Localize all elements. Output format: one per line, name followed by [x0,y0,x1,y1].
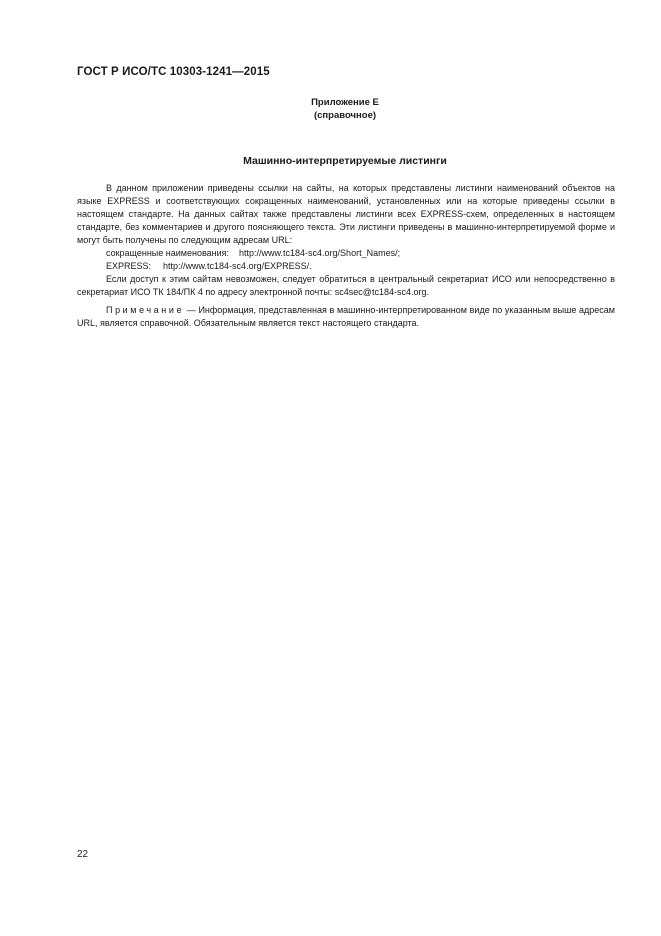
intro-paragraph: В данном приложении приведены ссылки на сайты, на которых представлены листинги наименований объектов на языке EXPRESS и соответствующих сокращенных наименований, установленных или на которые приведены ссылки в настоящем стандарте. На данных сайтах также представлены листинги всех EXPRESS-схем, определенных в настоящем стандарте, без комментариев и другого поясняющего текста. Эти листинги приведены в машинно-интерпретируемой форме и могут быть получены по следующим адресам URL: [77,183,615,245]
annex-type: (справочное) [313,110,377,121]
url-line-short-names [77,247,615,260]
section-title: Машинно-интерпретируемые листинги [243,155,447,167]
url-label: сокращенные наименования: [106,248,230,258]
annex-heading [250,96,440,122]
note-text: — Информация, представленная в машинно-интерпретированном виде по указанным выше адресам URL, является справочной. Обязательным является текст настоящего стандарта. [77,305,615,328]
standard-code-header: ГОСТ Р ИСО/ТС 10303-1241—2015 [77,66,270,78]
body-text [77,182,615,330]
note-paragraph [77,304,615,330]
url-line-express [77,260,615,273]
short-names-link[interactable]: http://www.tc184-sc4.org/Short_Names/; [239,248,401,258]
note-label: Примечание [106,305,185,315]
contact-paragraph: Если доступ к этим сайтам невозможен, следует обратиться в центральный секретариат ИСО или непосредственно в секретариат ИСО ТК 184/ПК 4 по адресу электронной почты: sc4sec@tc184-sc4.org. [77,274,615,297]
express-link[interactable]: http://www.tc184-sc4.org/EXPRESS/. [163,261,312,271]
annex-title: Приложение Е [311,97,379,108]
page-number: 22 [77,849,89,860]
url-label: EXPRESS: [106,261,152,271]
